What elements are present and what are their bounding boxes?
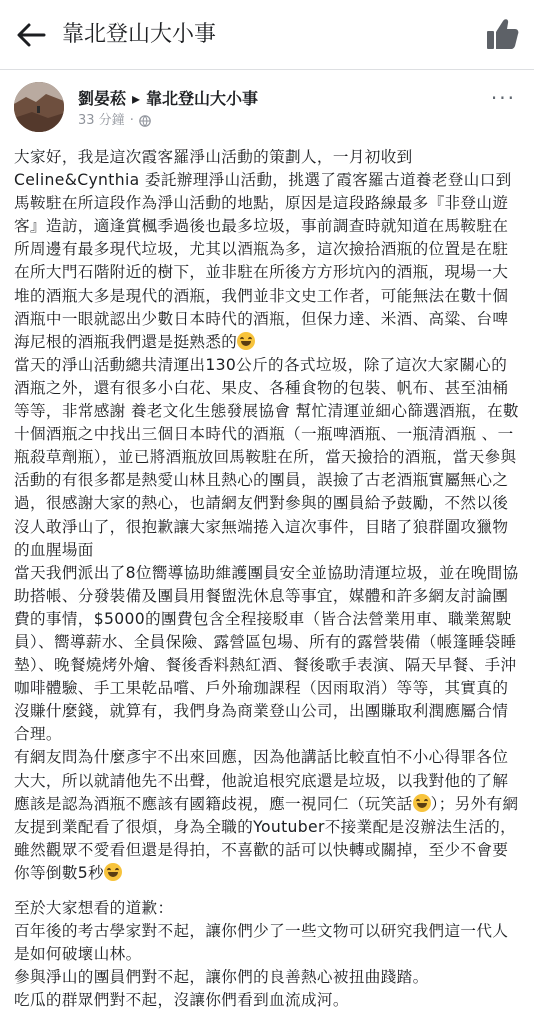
post-paragraph: 有網友問為什麼彥宇不出來回應，因為他講話比較直怕不小心得罪各位大大，所以就請他先不出聲，他說追根究底還是垃圾，以我對他的了解應該是認為酒瓶不應該有國籍歧視，應一視同仁（玩笑話 ）；另外有網友提到業配看了很煩，身為全職的Youtuber不接業配是沒辦法生活的，雖然觀眾不愛看但還是得拍，不喜歡的話可以快轉或關掉，至少不會要你等倒數5秒	[14, 748, 519, 882]
page-title: 靠北登山大小事	[62, 22, 217, 47]
meta-separator: ·	[129, 113, 134, 128]
post-body	[14, 146, 522, 1012]
post-paragraph: 大家好，我是這次霞客羅淨山活動的策劃人，一月初收到Celine&Cynthia 委託辦理淨山活動，挑選了霞客羅古道養老登山口到馬鞍駐在所這段作為淨山活動的地點，原因是這段路線最多『非登山遊客』造訪，適逢賞楓季過後也最多垃圾，事前調查時就知道在馬鞍駐在所周邊有最多現代垃圾，尤其以酒瓶為多，這次撿拾酒瓶的位置是在駐在所大門石階附近的樹下，並非駐在所後方方形坑內的酒瓶，現場一大堆的酒瓶大多是現代的酒瓶，我們並非文史工作者，可能無法在數十個酒瓶中一眼就認出少數日本時代的酒瓶，但保力達、米酒、高粱、台啤海尼根的酒瓶我們還是挺熟悉的	[14, 148, 512, 351]
post-header	[0, 70, 534, 140]
laughing-emoji-icon	[104, 863, 122, 881]
author-line	[78, 88, 258, 110]
top-bar	[0, 0, 534, 70]
closing-line: 吃瓜的群眾們對不起，沒讓你們看到血流成河。	[14, 991, 349, 1010]
closing-line: 參與淨山的團員們對不起，讓你們的良善熱心被扭曲踐踏。	[14, 968, 429, 987]
back-arrow-icon[interactable]	[14, 18, 48, 52]
paragraph-gap	[14, 885, 522, 897]
closing-line: 百年後的考古學家對不起，讓你們少了一些文物可以研究我們這一代人是如何破壞山林。	[14, 922, 509, 964]
laughing-emoji-icon	[413, 794, 431, 812]
laughing-emoji-icon	[237, 332, 255, 350]
group-name[interactable]: 靠北登山大小事	[146, 89, 259, 108]
author-name[interactable]: 劉晏菘	[78, 89, 127, 108]
triangle-right-icon: ▸	[132, 89, 141, 108]
post-time[interactable]: 33 分鐘	[78, 113, 125, 128]
post-paragraph: 當天的淨山活動總共清運出130公斤的各式垃圾，除了這次大家關心的酒瓶之外，還有很多小白花、果皮、各種食物的包裝、帆布、甚至油桶等等，非常感謝 養老文化生態發展協會 幫忙清運並細心篩選酒瓶，在數十個酒瓶之中找出三個日本時代的酒瓶（一瓶啤酒瓶、一瓶清酒瓶 、一瓶殺草劑瓶），並已將酒瓶放回馬鞍駐在所，當天撿拾的酒瓶，當天參與活動的有很多都是熱愛山林且熱心的團員，誤撿了古老酒瓶實屬無心之過，很感謝大家的熱心，也請網友們對參與的團員給予鼓勵，不然以後沒人敢淨山了，很抱歉讓大家無端捲入這次事件，目睹了狼群圍攻獵物的血腥場面	[14, 355, 519, 559]
post-paragraph: 當天我們派出了8位嚮導協助維護團員安全並協助清運垃圾，並在晚間協助搭帳、分發裝備及團員用餐盥洗休息等事宜，媒體和許多網友討論團費的事情，$5000的團費包含全程接駁車（皆合法營業用車、職業駕駛員）、嚮導薪水、全員保險、露營區包場、所有的露營裝備（帳篷睡袋睡墊）、晚餐燒烤外燴、餐後香料熱紅酒、餐後歌手表演、隔天早餐、手沖咖啡體驗、手工果乾品嚐、戶外瑜珈課程（因雨取消）等等，其實真的沒賺什麼錢，就算有，我們身為商業登山公司，出團賺取利潤應屬合情合理。	[14, 563, 519, 744]
more-options-button[interactable]: ···	[490, 86, 516, 110]
avatar[interactable]	[14, 82, 64, 132]
globe-icon	[139, 115, 151, 127]
closing-title: 至於大家想看的道歉：	[14, 899, 174, 917]
thumbs-up-icon[interactable]	[484, 16, 520, 52]
post-meta	[78, 112, 151, 130]
